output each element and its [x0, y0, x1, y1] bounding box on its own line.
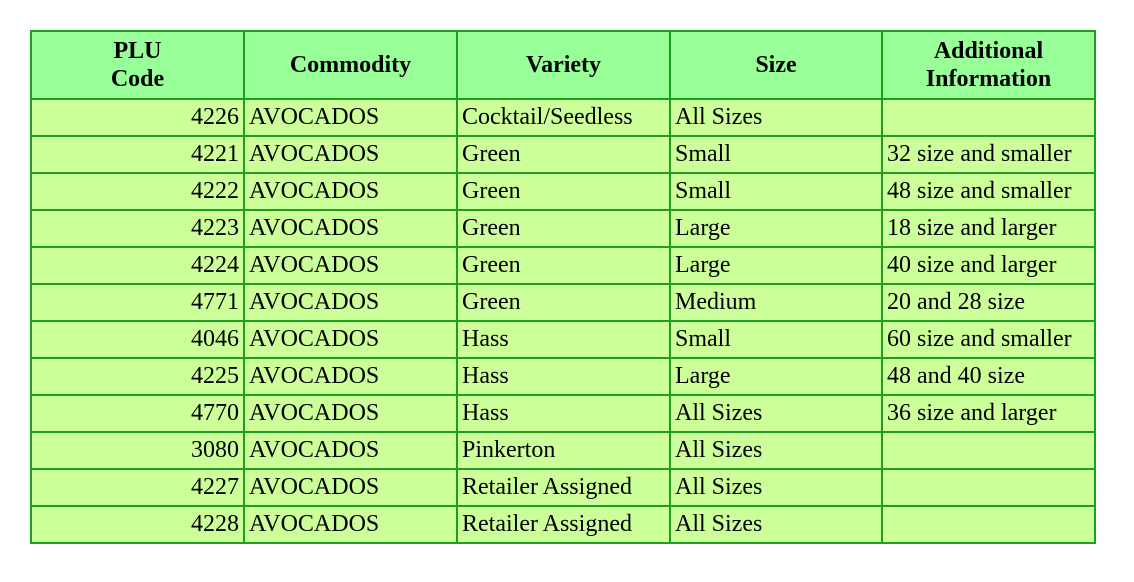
- cell-commodity: AVOCADOS: [244, 395, 457, 432]
- cell-variety: Green: [457, 284, 670, 321]
- plu-table-container: [30, 30, 1096, 544]
- cell-variety: Green: [457, 247, 670, 284]
- cell-plu-code: 4222: [31, 173, 244, 210]
- cell-variety: Green: [457, 173, 670, 210]
- cell-additional-information: 40 size and larger: [882, 247, 1095, 284]
- cell-size: Large: [670, 247, 882, 284]
- cell-plu-code: 4046: [31, 321, 244, 358]
- cell-size: Small: [670, 136, 882, 173]
- cell-additional-information: [882, 432, 1095, 469]
- cell-commodity: AVOCADOS: [244, 321, 457, 358]
- cell-additional-information: [882, 506, 1095, 543]
- cell-plu-code: 4770: [31, 395, 244, 432]
- table-row: [31, 173, 1095, 210]
- table-row: [31, 210, 1095, 247]
- cell-variety: Retailer Assigned: [457, 469, 670, 506]
- cell-size: All Sizes: [670, 432, 882, 469]
- cell-plu-code: 4221: [31, 136, 244, 173]
- cell-size: All Sizes: [670, 469, 882, 506]
- cell-additional-information: 48 and 40 size: [882, 358, 1095, 395]
- header-plu-code-line1: PLU: [113, 38, 162, 64]
- header-additional-information-line2: Information: [925, 66, 1052, 92]
- cell-size: Large: [670, 210, 882, 247]
- cell-size: Small: [670, 321, 882, 358]
- cell-commodity: AVOCADOS: [244, 247, 457, 284]
- cell-plu-code: 3080: [31, 432, 244, 469]
- cell-additional-information: 48 size and smaller: [882, 173, 1095, 210]
- header-commodity: [244, 31, 457, 99]
- cell-variety: Hass: [457, 321, 670, 358]
- header-size-label: Size: [755, 52, 797, 78]
- table-row: [31, 469, 1095, 506]
- cell-commodity: AVOCADOS: [244, 284, 457, 321]
- table-row: [31, 321, 1095, 358]
- cell-commodity: AVOCADOS: [244, 506, 457, 543]
- table-row: [31, 395, 1095, 432]
- cell-variety: Cocktail/Seedless: [457, 99, 670, 136]
- cell-additional-information: 18 size and larger: [882, 210, 1095, 247]
- cell-additional-information: [882, 469, 1095, 506]
- cell-additional-information: 36 size and larger: [882, 395, 1095, 432]
- cell-plu-code: 4223: [31, 210, 244, 247]
- cell-commodity: AVOCADOS: [244, 173, 457, 210]
- cell-commodity: AVOCADOS: [244, 136, 457, 173]
- table-row: [31, 247, 1095, 284]
- cell-size: Small: [670, 173, 882, 210]
- table-row: [31, 432, 1095, 469]
- cell-plu-code: 4226: [31, 99, 244, 136]
- header-plu-code-line2: Code: [110, 66, 165, 92]
- header-additional-information-line1: Additional: [933, 38, 1044, 64]
- cell-plu-code: 4225: [31, 358, 244, 395]
- plu-table: [30, 30, 1096, 544]
- cell-size: Medium: [670, 284, 882, 321]
- cell-size: All Sizes: [670, 506, 882, 543]
- header-variety: [457, 31, 670, 99]
- cell-additional-information: [882, 99, 1095, 136]
- cell-variety: Hass: [457, 358, 670, 395]
- cell-variety: Pinkerton: [457, 432, 670, 469]
- cell-plu-code: 4228: [31, 506, 244, 543]
- header-size: [670, 31, 882, 99]
- cell-size: Large: [670, 358, 882, 395]
- header-additional-information: [882, 31, 1095, 99]
- table-row: [31, 99, 1095, 136]
- cell-commodity: AVOCADOS: [244, 432, 457, 469]
- cell-plu-code: 4771: [31, 284, 244, 321]
- cell-size: All Sizes: [670, 99, 882, 136]
- cell-commodity: AVOCADOS: [244, 210, 457, 247]
- cell-size: All Sizes: [670, 395, 882, 432]
- header-commodity-label: Commodity: [289, 52, 412, 78]
- table-row: [31, 506, 1095, 543]
- cell-commodity: AVOCADOS: [244, 99, 457, 136]
- table-body: [31, 99, 1095, 543]
- header-row: [31, 31, 1095, 99]
- cell-variety: Hass: [457, 395, 670, 432]
- cell-variety: Green: [457, 136, 670, 173]
- table-row: [31, 284, 1095, 321]
- cell-commodity: AVOCADOS: [244, 469, 457, 506]
- header-plu-code: [31, 31, 244, 99]
- cell-plu-code: 4224: [31, 247, 244, 284]
- table-row: [31, 136, 1095, 173]
- cell-variety: Green: [457, 210, 670, 247]
- cell-additional-information: 20 and 28 size: [882, 284, 1095, 321]
- cell-variety: Retailer Assigned: [457, 506, 670, 543]
- cell-commodity: AVOCADOS: [244, 358, 457, 395]
- table-row: [31, 358, 1095, 395]
- cell-plu-code: 4227: [31, 469, 244, 506]
- cell-additional-information: 32 size and smaller: [882, 136, 1095, 173]
- cell-additional-information: 60 size and smaller: [882, 321, 1095, 358]
- header-variety-label: Variety: [525, 52, 602, 78]
